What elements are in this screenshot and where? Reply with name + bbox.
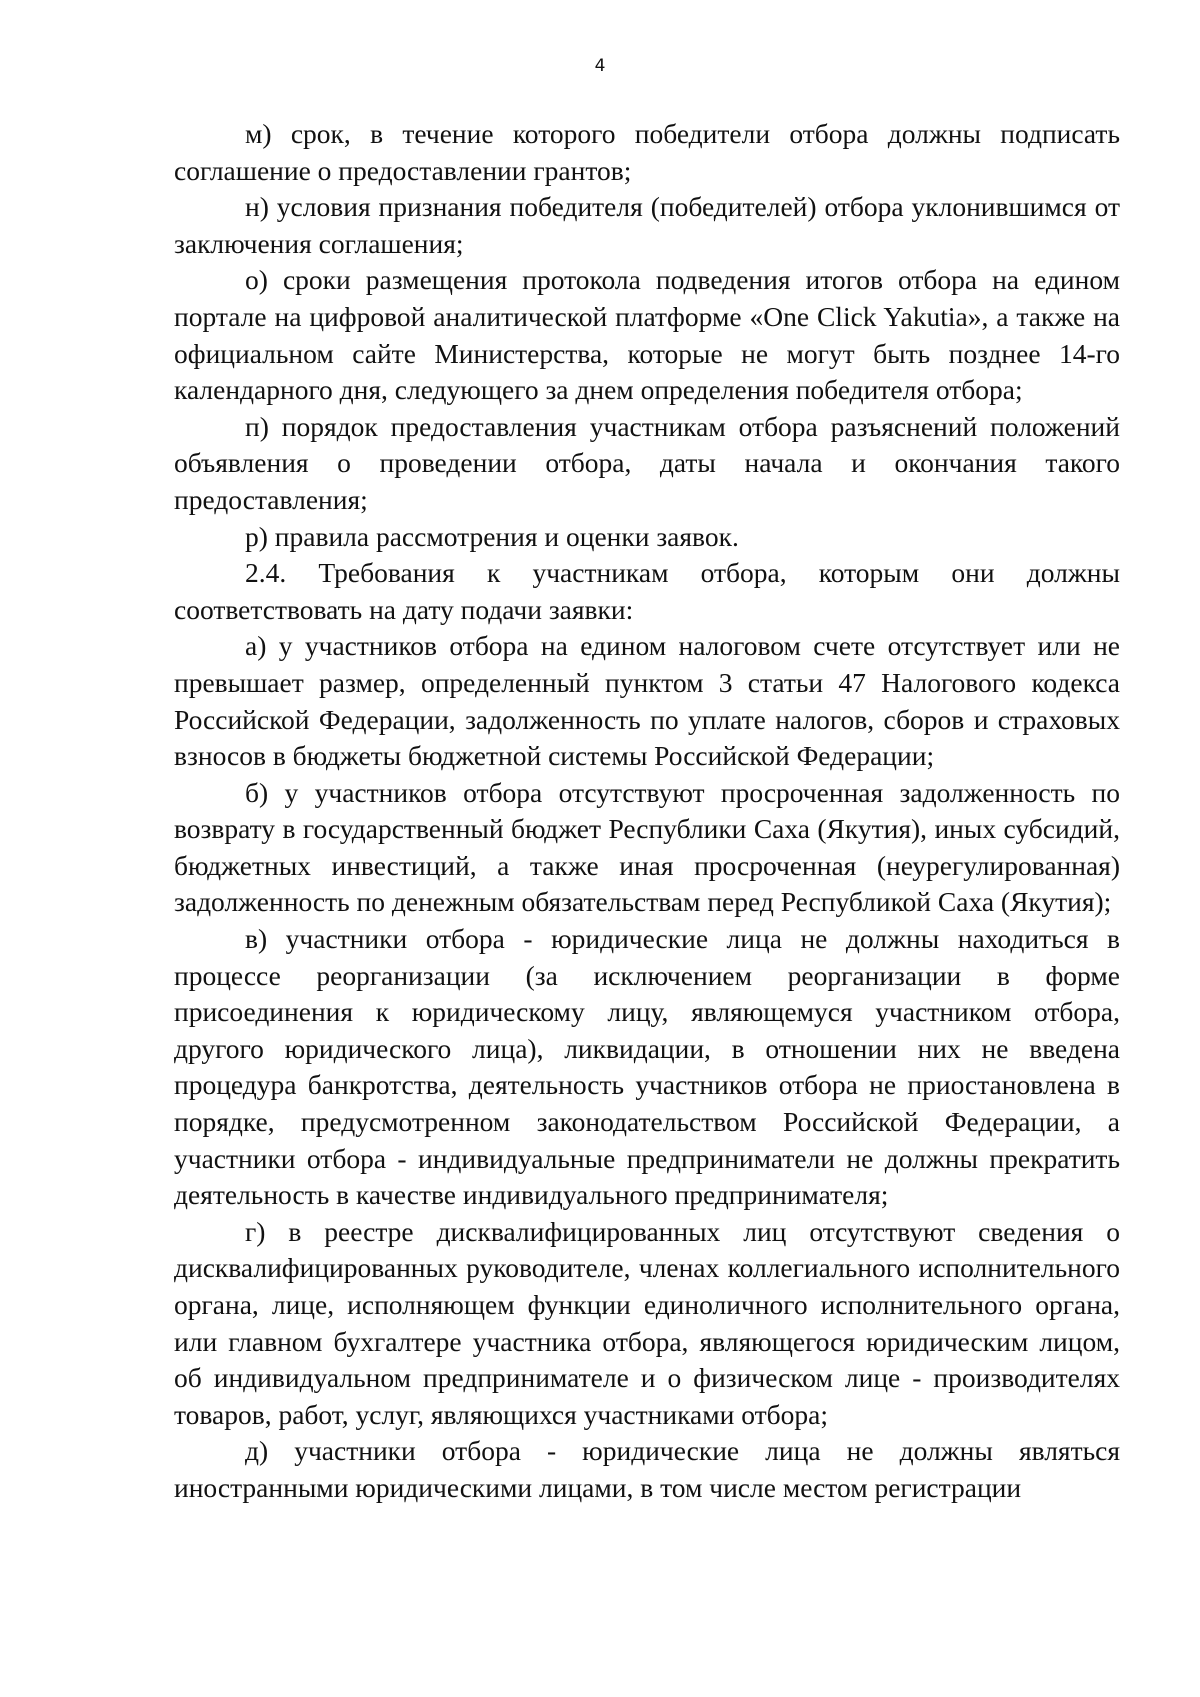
paragraph-r: р) правила рассмотрения и оценки заявок. bbox=[245, 520, 739, 552]
paragraph-b: б) у участников отбора отсутствуют просроченная задолженность по возврату в государственный бюджет Республики Саха (Якутия), иных субсидий, бюджетных инвестиций, а также иная просроченная (неурегулированная) задолженность по денежным обязательствам перед Республикой Саха (Якутия); bbox=[174, 776, 1120, 918]
paragraph-d: д) участники отбора - юридические лица не должны являться иностранными юридическими лицами, в том числе местом регистрации bbox=[174, 1435, 1120, 1503]
paragraph-g: г) в реестре дисквалифицированных лиц отсутствуют сведения о дисквалифицированных руководителе, членах коллегиального исполнительного органа, лице, исполняющем функции единоличного исполнительного органа, или главном бухгалтере участника отбора, являющегося юридическим лицом, об индивидуальном предпринимателе и о физическом лице - производителях товаров, работ, услуг, являющихся участниками отбора; bbox=[174, 1215, 1120, 1430]
paragraph-p: п) порядок предоставления участникам отбора разъяснений положений объявления о проведении отбора, даты начала и окончания такого предоставления; bbox=[174, 410, 1120, 515]
page-number: 4 bbox=[594, 56, 606, 76]
paragraph-n: н) условия признания победителя (победителей) отбора уклонившимся от заключения соглашения; bbox=[174, 191, 1120, 259]
section-2-4-heading: 2.4. Требования к участникам отбора, которым они должны соответствовать на дату подачи заявки: bbox=[174, 557, 1120, 625]
paragraph-m: м) срок, в течение которого победители отбора должны подписать соглашение о предоставлении грантов; bbox=[174, 118, 1120, 186]
paragraph-a: а) у участников отбора на едином налоговом счете отсутствует или не превышает размер, определенный пунктом 3 статьи 47 Налогового кодекса Российской Федерации, задолженность по уплате налогов, сборов и страховых взносов в бюджеты бюджетной системы Российской Федерации; bbox=[174, 630, 1120, 772]
paragraph-o: о) сроки размещения протокола подведения итогов отбора на едином портале на цифровой аналитической платформе «One Click Yakutia», а также на официальном сайте Министерства, которые не могут быть позднее 14-го календарного дня, следующего за днем определения победителя отбора; bbox=[174, 264, 1120, 406]
document-body bbox=[174, 116, 1120, 1507]
paragraph-v: в) участники отбора - юридические лица не должны находиться в процессе реорганизации (за исключением реорганизации в форме присоединения к юридическому лицу, являющемуся участником отбора, другого юридического лица), ликвидации, в отношении них не введена процедура банкротства, деятельность участников отбора не приостановлена в порядке, предусмотренном законодательством Российской Федерации, а участники отбора - индивидуальные предприниматели не должны прекратить деятельность в качестве индивидуального предпринимателя; bbox=[174, 923, 1120, 1211]
